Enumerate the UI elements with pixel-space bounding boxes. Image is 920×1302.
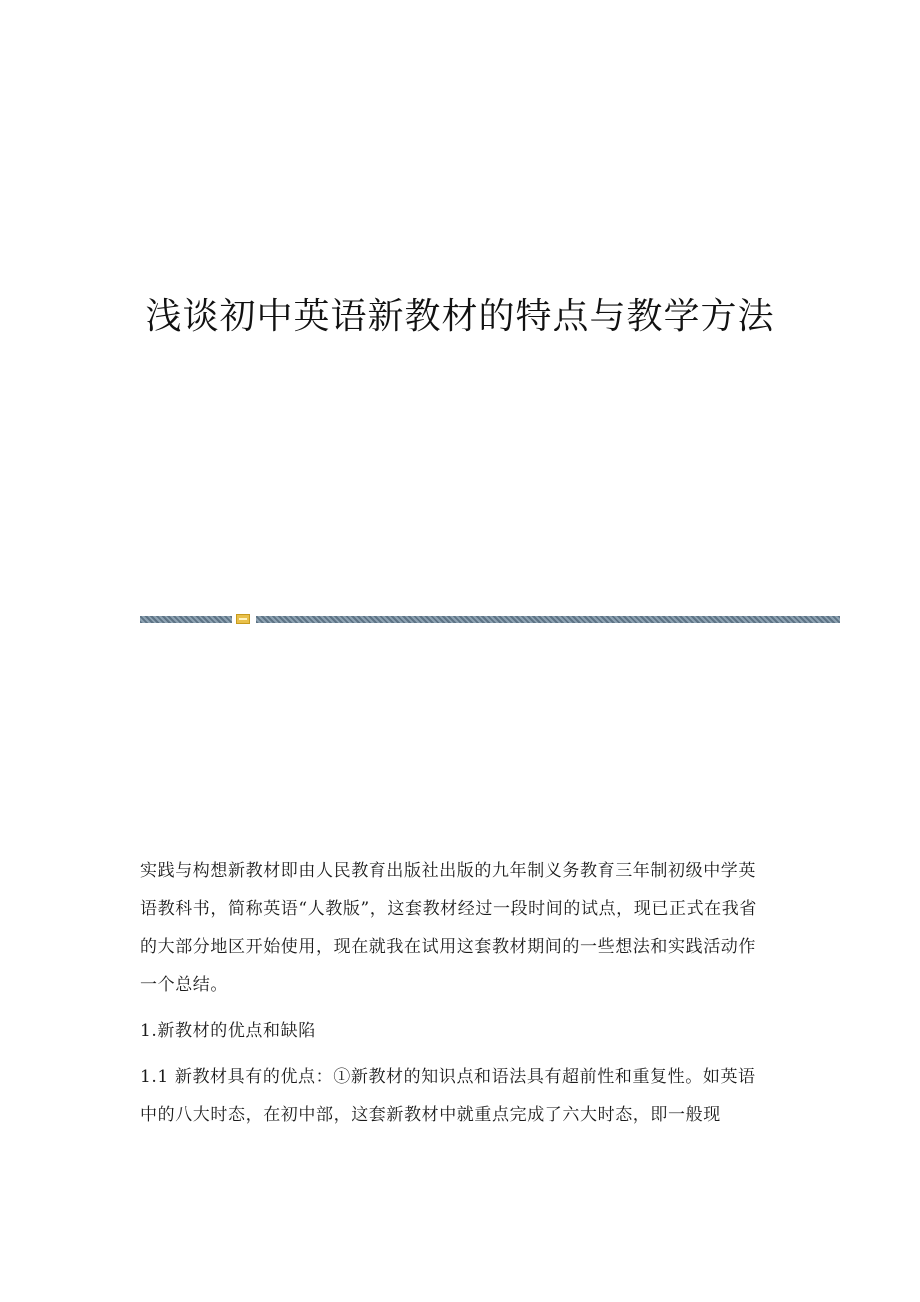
intro-paragraph: 实践与构想新教材即由人民教育出版社出版的九年制义务教育三年制初级中学英语教科书，简称英语“人教版”，这套教材经过一段时间的试点，现已正式在我省的大部分地区开始使用，现在就我在试用这套教材期间的一些想法和实践活动作一个总结。	[140, 861, 757, 995]
divider-bar-right	[256, 616, 840, 623]
divider-bar-left	[140, 616, 232, 623]
document-title: 浅谈初中英语新教材的特点与教学方法	[145, 296, 775, 338]
subsection-paragraph: 1.1 新教材具有的优点：①新教材的知识点和语法具有超前性和重复性。如英语中的八大时态，在初中部，这套新教材中就重点完成了六大时态，即一般现	[140, 1067, 756, 1125]
document-body	[140, 852, 772, 1142]
divider-emblem-icon	[236, 614, 250, 624]
section-heading: 1.新教材的优点和缺陷	[140, 1021, 316, 1041]
decorative-divider	[140, 614, 840, 624]
